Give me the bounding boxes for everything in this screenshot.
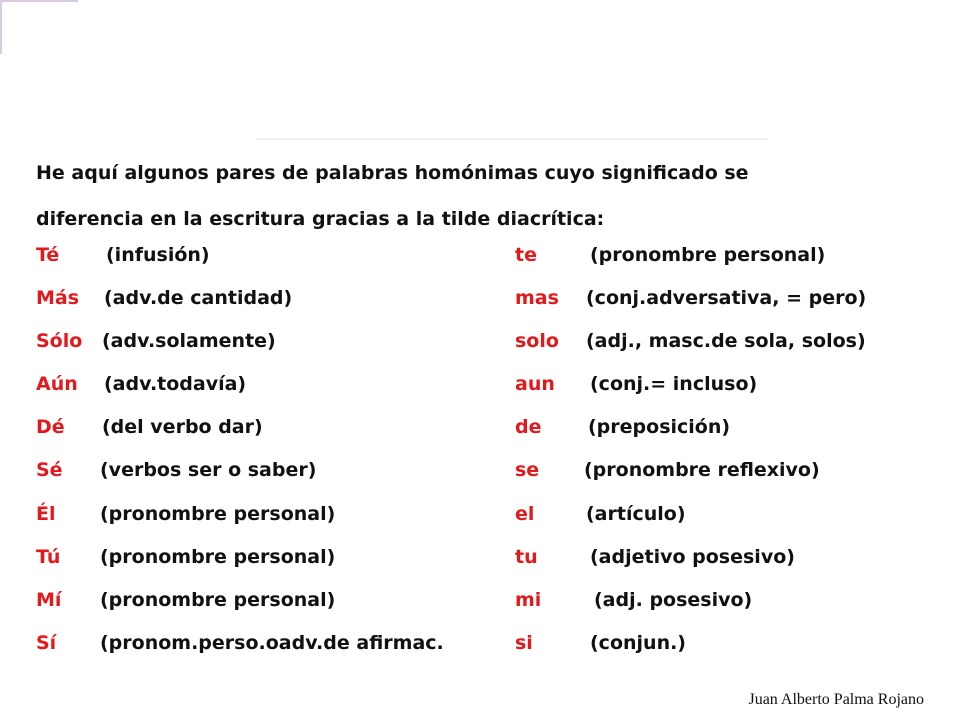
right-word-10: si bbox=[515, 632, 533, 654]
intro-paragraph bbox=[36, 150, 916, 242]
intro-line-2: diferencia en la escritura gracias a la tilde diacrítica: bbox=[36, 208, 605, 230]
right-meaning-5: (preposición) bbox=[588, 416, 731, 438]
intro-line-1: He aquí algunos pares de palabras homónimas cuyo significado se bbox=[36, 162, 749, 184]
left-meaning-1: (infusión) bbox=[106, 244, 210, 266]
left-meaning-3: (adv.solamente) bbox=[102, 330, 276, 352]
left-meaning-5: (del verbo dar) bbox=[102, 416, 263, 438]
left-meaning-6: (verbos ser o saber) bbox=[100, 459, 317, 481]
left-word-4: Aún bbox=[36, 373, 78, 395]
left-word-6: Sé bbox=[36, 459, 63, 481]
right-word-2: mas bbox=[515, 287, 559, 309]
right-meaning-1: (pronombre personal) bbox=[590, 244, 826, 266]
left-word-9: Mí bbox=[36, 589, 62, 611]
left-word-8: Tú bbox=[36, 546, 61, 568]
right-word-3: solo bbox=[515, 330, 559, 352]
left-meaning-2: (adv.de cantidad) bbox=[104, 287, 293, 309]
left-word-7: Él bbox=[36, 503, 56, 525]
left-word-10: Sí bbox=[36, 632, 57, 654]
right-word-4: aun bbox=[515, 373, 555, 395]
faint-divider bbox=[256, 138, 768, 140]
right-meaning-9: (adj. posesivo) bbox=[594, 589, 753, 611]
right-meaning-2: (conj.adversativa, = pero) bbox=[586, 287, 867, 309]
right-meaning-3: (adj., masc.de sola, solos) bbox=[586, 330, 866, 352]
right-meaning-4: (conj.= incluso) bbox=[590, 373, 758, 395]
left-word-2: Más bbox=[36, 287, 80, 309]
right-meaning-7: (artículo) bbox=[586, 503, 686, 525]
left-word-5: Dé bbox=[36, 416, 65, 438]
right-meaning-6: (pronombre reflexivo) bbox=[584, 459, 820, 481]
right-word-6: se bbox=[515, 459, 540, 481]
right-word-8: tu bbox=[515, 546, 538, 568]
right-meaning-8: (adjetivo posesivo) bbox=[590, 546, 795, 568]
right-word-9: mi bbox=[515, 589, 542, 611]
right-word-7: el bbox=[515, 503, 535, 525]
left-meaning-4: (adv.todavía) bbox=[104, 373, 247, 395]
author-credit: Juan Alberto Palma Rojano bbox=[748, 691, 924, 708]
corner-decoration bbox=[0, 0, 78, 4]
left-meaning-7: (pronombre personal) bbox=[100, 503, 336, 525]
right-word-1: te bbox=[515, 244, 537, 266]
left-meaning-8: (pronombre personal) bbox=[100, 546, 336, 568]
left-meaning-9: (pronombre personal) bbox=[100, 589, 336, 611]
left-word-1: Té bbox=[36, 244, 60, 266]
right-meaning-10: (conjun.) bbox=[590, 632, 686, 654]
left-meaning-10: (pronom.perso.oadv.de afirmac. bbox=[100, 632, 444, 654]
left-word-3: Sólo bbox=[36, 330, 83, 352]
right-word-5: de bbox=[515, 416, 542, 438]
